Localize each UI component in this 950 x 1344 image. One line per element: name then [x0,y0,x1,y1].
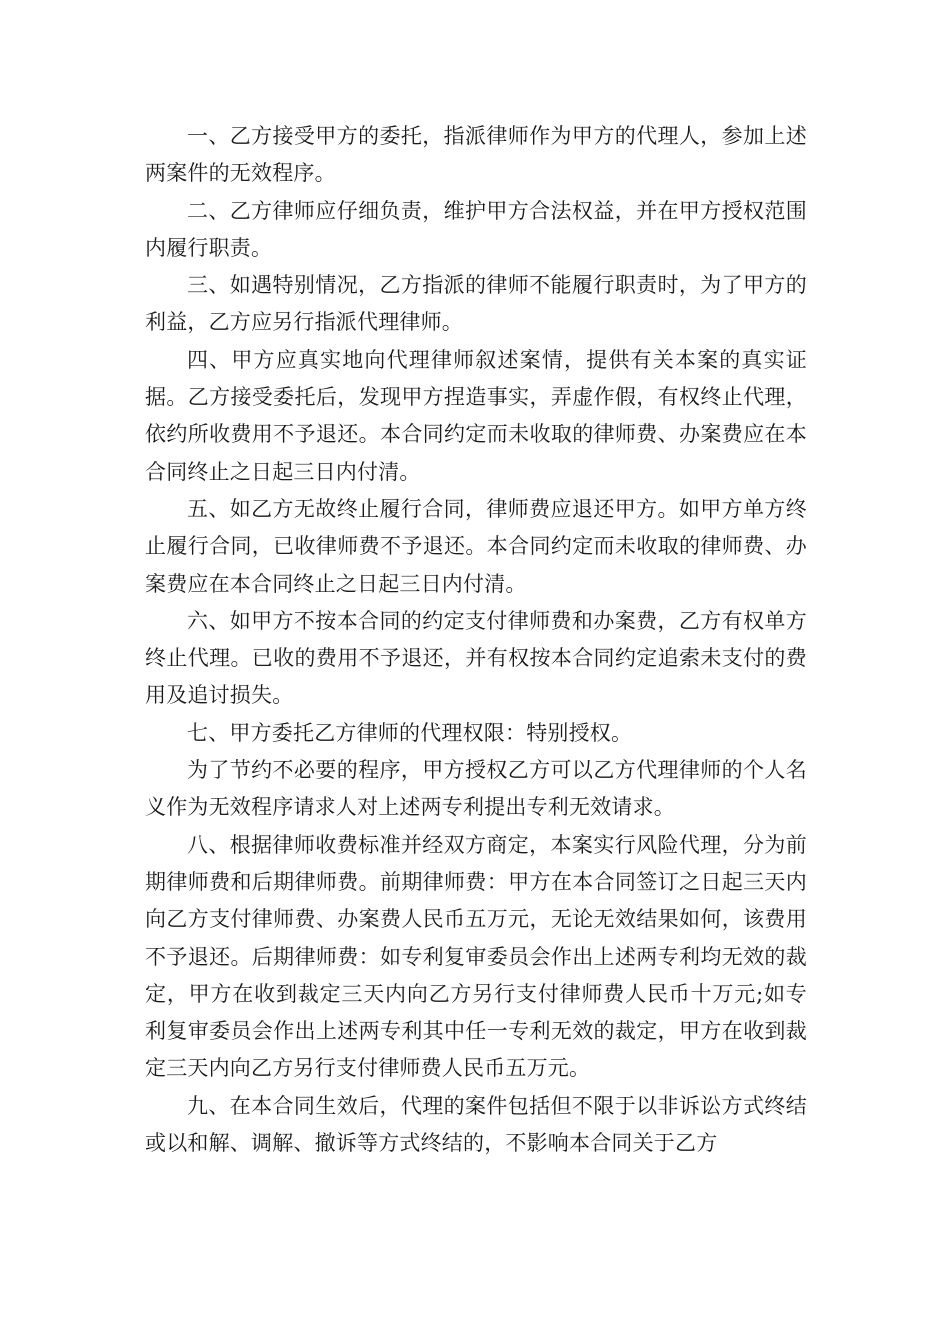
clause-8-paragraph: 八、根据律师收费标准并经双方商定，本案实行风险代理，分为前期律师费和后期律师费。前期律师费：甲方在本合同签订之日起三天内向乙方支付律师费、办案费人民币五万元，无论无效结果如何，该费用不予退还。后期律师费：如专利复审委员会作出上述两专利均无效的裁定，甲方在收到裁定三天内向乙方另行支付律师费人民币十万元;如专利复审委员会作出上述两专利其中任一专利无效的裁定，甲方在收到裁定三天内向乙方另行支付律师费人民币五万元。 [145,832,807,1081]
clause-7-detail-paragraph: 为了节约不必要的程序，甲方授权乙方可以乙方代理律师的个人名义作为无效程序请求人对上述两专利提出专利无效请求。 [145,758,807,820]
clause-7-paragraph: 七、甲方委托乙方律师的代理权限：特别授权。 [187,720,633,745]
clause-4-paragraph: 四、甲方应真实地向代理律师叙述案情，提供有关本案的真实证据。乙方接受委托后，发现甲方捏造事实，弄虚作假，有权终止代理，依约所收费用不予退还。本合同约定而未收取的律师费、办案费应在本合同终止之日起三日内付清。 [145,347,807,484]
document-body [145,118,807,1162]
clause-1-paragraph: 一、乙方接受甲方的委托，指派律师作为甲方的代理人，参加上述两案件的无效程序。 [145,124,807,186]
clause-3-paragraph: 三、如遇特别情况，乙方指派的律师不能履行职责时，为了甲方的利益，乙方应另行指派代理律师。 [145,273,807,335]
clause-6-paragraph: 六、如甲方不按本合同的约定支付律师费和办案费，乙方有权单方终止代理。已收的费用不予退还，并有权按本合同约定追索未支付的费用及追讨损失。 [145,608,807,708]
clause-9-paragraph: 九、在本合同生效后，代理的案件包括但不限于以非诉讼方式终结或以和解、调解、撤诉等方式终结的，不影响本合同关于乙方 [145,1093,807,1156]
clause-2-paragraph: 二、乙方律师应仔细负责，维护甲方合法权益，并在甲方授权范围内履行职责。 [145,198,807,260]
clause-5-paragraph: 五、如乙方无故终止履行合同，律师费应退还甲方。如甲方单方终止履行合同，已收律师费不予退还。本合同约定而未收取的律师费、办案费应在本合同终止之日起三日内付清。 [145,496,807,596]
